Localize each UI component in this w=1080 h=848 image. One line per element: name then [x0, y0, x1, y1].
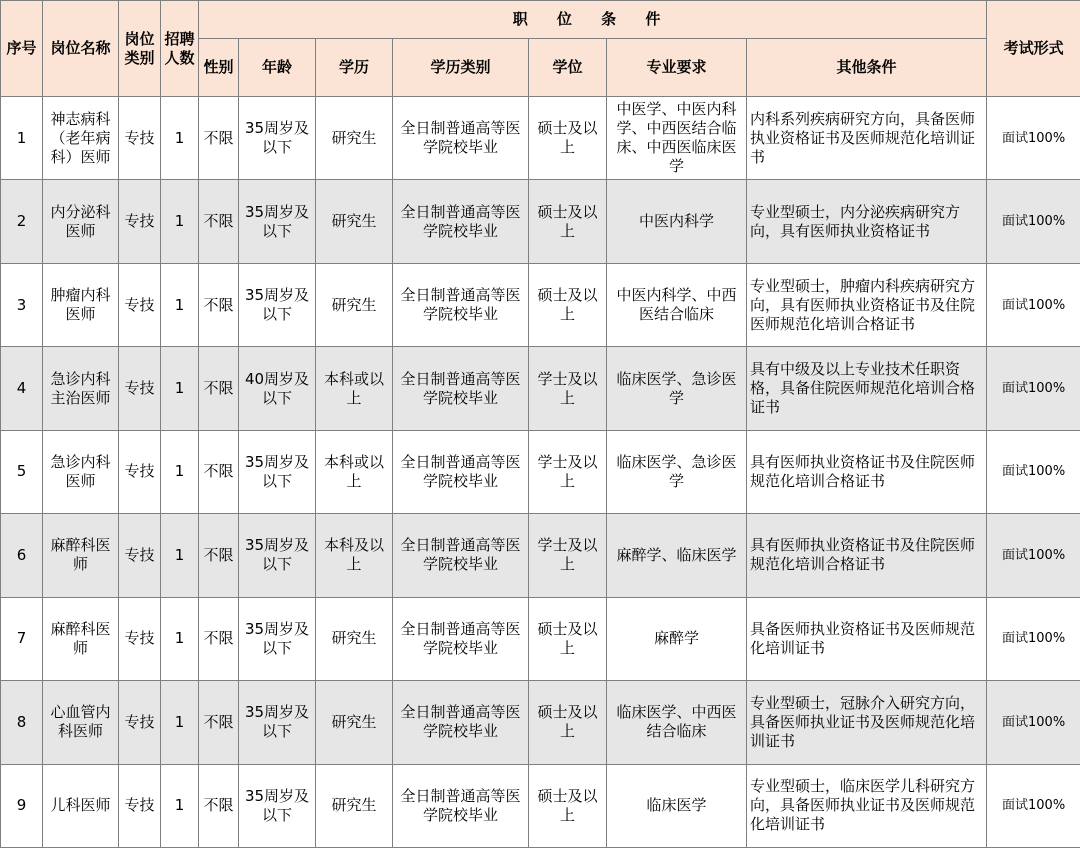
- table-row: [1, 764, 1080, 848]
- cell-major: 临床医学、中西医结合临床: [607, 681, 747, 764]
- cell-headcount: 1: [161, 514, 199, 597]
- cell-other: 内科系列疾病研究方向，具备医师执业资格证书及医师规范化培训证书: [747, 97, 987, 180]
- header-degree: 学位: [529, 39, 607, 97]
- header-position-name: 岗位名称: [43, 1, 119, 97]
- cell-exam: 面试100%: [987, 180, 1080, 263]
- cell-education-type: 全日制普通高等医学院校毕业: [393, 514, 529, 597]
- cell-exam: 面试100%: [987, 263, 1080, 346]
- cell-major: 麻醉学、临床医学: [607, 514, 747, 597]
- cell-education: 研究生: [316, 180, 393, 263]
- table-body: [1, 97, 1080, 848]
- cell-position-type: 专技: [119, 430, 161, 513]
- cell-position-name: 儿科医师: [43, 764, 119, 848]
- cell-degree: 学士及以上: [529, 430, 607, 513]
- cell-major: 中医内科学: [607, 180, 747, 263]
- cell-exam: 面试100%: [987, 430, 1080, 513]
- cell-degree: 学士及以上: [529, 347, 607, 430]
- cell-education: 研究生: [316, 263, 393, 346]
- cell-headcount: 1: [161, 97, 199, 180]
- cell-degree: 硕士及以上: [529, 597, 607, 680]
- cell-position-type: 专技: [119, 597, 161, 680]
- cell-degree: 硕士及以上: [529, 764, 607, 848]
- header-seq: 序号: [1, 1, 43, 97]
- cell-gender: 不限: [199, 347, 239, 430]
- cell-major: 临床医学、急诊医学: [607, 430, 747, 513]
- cell-education: 研究生: [316, 681, 393, 764]
- table-row: [1, 263, 1080, 346]
- cell-other: 具备医师执业资格证书及医师规范化培训证书: [747, 597, 987, 680]
- cell-other: 专业型硕士，肿瘤内科疾病研究方向，具有医师执业资格证书及住院医师规范化培训合格证书: [747, 263, 987, 346]
- cell-position-type: 专技: [119, 681, 161, 764]
- table-row: [1, 97, 1080, 180]
- cell-major: 中医内科学、中西医结合临床: [607, 263, 747, 346]
- header-major: 专业要求: [607, 39, 747, 97]
- table-row: [1, 180, 1080, 263]
- cell-age: 35周岁及以下: [239, 97, 316, 180]
- cell-headcount: 1: [161, 263, 199, 346]
- cell-seq: 3: [1, 263, 43, 346]
- cell-exam: 面试100%: [987, 97, 1080, 180]
- cell-degree: 学士及以上: [529, 514, 607, 597]
- cell-gender: 不限: [199, 514, 239, 597]
- table-row: [1, 597, 1080, 680]
- cell-gender: 不限: [199, 681, 239, 764]
- cell-seq: 8: [1, 681, 43, 764]
- cell-age: 35周岁及以下: [239, 180, 316, 263]
- cell-position-name: 麻醉科医师: [43, 514, 119, 597]
- header-headcount: 招聘人数: [161, 1, 199, 97]
- cell-other: 具有医师执业资格证书及住院医师规范化培训合格证书: [747, 430, 987, 513]
- cell-position-type: 专技: [119, 180, 161, 263]
- cell-gender: 不限: [199, 263, 239, 346]
- cell-major: 临床医学: [607, 764, 747, 848]
- header-age: 年龄: [239, 39, 316, 97]
- table-header: [1, 1, 1080, 97]
- table-row: [1, 681, 1080, 764]
- cell-seq: 5: [1, 430, 43, 513]
- cell-education-type: 全日制普通高等医学院校毕业: [393, 180, 529, 263]
- cell-position-name: 心血管内科医师: [43, 681, 119, 764]
- cell-seq: 4: [1, 347, 43, 430]
- cell-education-type: 全日制普通高等医学院校毕业: [393, 97, 529, 180]
- cell-age: 35周岁及以下: [239, 263, 316, 346]
- cell-seq: 9: [1, 764, 43, 848]
- cell-degree: 硕士及以上: [529, 681, 607, 764]
- cell-gender: 不限: [199, 430, 239, 513]
- cell-degree: 硕士及以上: [529, 263, 607, 346]
- cell-position-type: 专技: [119, 514, 161, 597]
- cell-position-name: 急诊内科主治医师: [43, 347, 119, 430]
- cell-headcount: 1: [161, 180, 199, 263]
- cell-exam: 面试100%: [987, 514, 1080, 597]
- cell-seq: 2: [1, 180, 43, 263]
- cell-education: 研究生: [316, 597, 393, 680]
- cell-exam: 面试100%: [987, 764, 1080, 848]
- cell-headcount: 1: [161, 430, 199, 513]
- cell-seq: 6: [1, 514, 43, 597]
- cell-education: 本科及以上: [316, 514, 393, 597]
- table-row: [1, 514, 1080, 597]
- cell-exam: 面试100%: [987, 597, 1080, 680]
- header-education-type: 学历类别: [393, 39, 529, 97]
- cell-education-type: 全日制普通高等医学院校毕业: [393, 430, 529, 513]
- cell-education: 本科或以上: [316, 430, 393, 513]
- cell-seq: 1: [1, 97, 43, 180]
- cell-education: 研究生: [316, 97, 393, 180]
- cell-education-type: 全日制普通高等医学院校毕业: [393, 764, 529, 848]
- cell-position-type: 专技: [119, 97, 161, 180]
- cell-education-type: 全日制普通高等医学院校毕业: [393, 597, 529, 680]
- header-education: 学历: [316, 39, 393, 97]
- cell-position-type: 专技: [119, 263, 161, 346]
- header-exam: 考试形式: [987, 1, 1080, 97]
- cell-major: 麻醉学: [607, 597, 747, 680]
- cell-gender: 不限: [199, 597, 239, 680]
- cell-position-name: 麻醉科医师: [43, 597, 119, 680]
- cell-exam: 面试100%: [987, 347, 1080, 430]
- header-gender: 性别: [199, 39, 239, 97]
- cell-education-type: 全日制普通高等医学院校毕业: [393, 347, 529, 430]
- cell-major: 临床医学、急诊医学: [607, 347, 747, 430]
- cell-exam: 面试100%: [987, 681, 1080, 764]
- cell-age: 35周岁及以下: [239, 764, 316, 848]
- cell-age: 35周岁及以下: [239, 681, 316, 764]
- cell-gender: 不限: [199, 764, 239, 848]
- header-other: 其他条件: [747, 39, 987, 97]
- cell-age: 35周岁及以下: [239, 430, 316, 513]
- cell-other: 具有医师执业资格证书及住院医师规范化培训合格证书: [747, 514, 987, 597]
- cell-position-name: 内分泌科医师: [43, 180, 119, 263]
- cell-headcount: 1: [161, 681, 199, 764]
- cell-other: 专业型硕士，内分泌疾病研究方向，具有医师执业资格证书: [747, 180, 987, 263]
- cell-position-name: 急诊内科医师: [43, 430, 119, 513]
- cell-education: 研究生: [316, 764, 393, 848]
- cell-age: 35周岁及以下: [239, 597, 316, 680]
- cell-gender: 不限: [199, 180, 239, 263]
- cell-position-name: 神志病科（老年病科）医师: [43, 97, 119, 180]
- cell-other: 专业型硕士，冠脉介入研究方向，具备医师执业证书及医师规范化培训证书: [747, 681, 987, 764]
- cell-position-type: 专技: [119, 347, 161, 430]
- cell-education-type: 全日制普通高等医学院校毕业: [393, 681, 529, 764]
- table-row: [1, 430, 1080, 513]
- cell-position-name: 肿瘤内科医师: [43, 263, 119, 346]
- header-position-type: 岗位类别: [119, 1, 161, 97]
- cell-position-type: 专技: [119, 764, 161, 848]
- cell-education-type: 全日制普通高等医学院校毕业: [393, 263, 529, 346]
- cell-education: 本科或以上: [316, 347, 393, 430]
- cell-headcount: 1: [161, 764, 199, 848]
- cell-major: 中医学、中医内科学、中西医结合临床、中西医临床医学: [607, 97, 747, 180]
- cell-headcount: 1: [161, 347, 199, 430]
- cell-degree: 硕士及以上: [529, 97, 607, 180]
- cell-headcount: 1: [161, 597, 199, 680]
- cell-age: 35周岁及以下: [239, 514, 316, 597]
- cell-degree: 硕士及以上: [529, 180, 607, 263]
- cell-seq: 7: [1, 597, 43, 680]
- cell-age: 40周岁及以下: [239, 347, 316, 430]
- cell-other: 专业型硕士，临床医学儿科研究方向，具备医师执业证书及医师规范化培训证书: [747, 764, 987, 848]
- cell-other: 具有中级及以上专业技术任职资格，具备住院医师规范化培训合格证书: [747, 347, 987, 430]
- header-conditions-group: 职 位 条 件: [199, 1, 987, 39]
- table-row: [1, 347, 1080, 430]
- cell-gender: 不限: [199, 97, 239, 180]
